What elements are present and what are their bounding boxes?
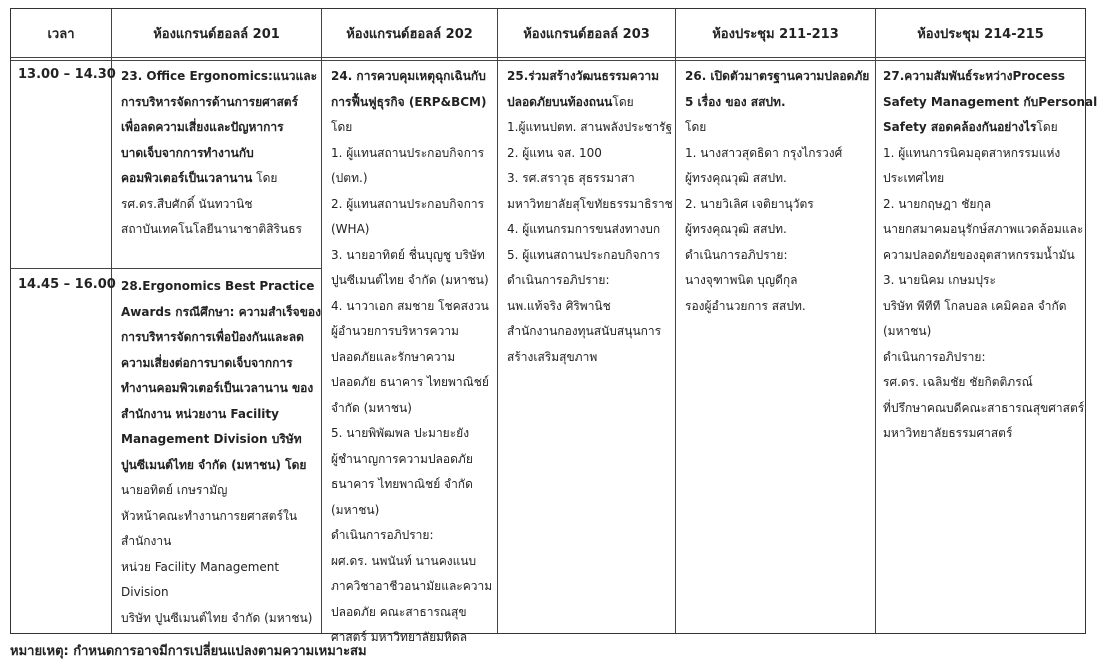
speaker-line: บริษัท พีทีที โกลบอล เคมิคอล จำกัด <box>883 298 1067 313</box>
column-divider <box>111 9 112 633</box>
speaker-line: ผู้อำนวยการบริหารความ <box>331 324 459 338</box>
session-title-line: บาดเจ็บจากการทำงานกับ <box>121 145 254 160</box>
session-title-line: Awards กรณีศึกษา: ความสำเร็จของ <box>121 304 321 319</box>
speaker-line: 1.ผู้แทนปตท. สานพลังประชารัฐ <box>507 120 673 134</box>
session-26 <box>685 64 869 319</box>
column-divider <box>497 9 498 633</box>
speaker-line: 5. ผู้แทนสถานประกอบกิจการ <box>507 247 661 262</box>
speaker-line: ปลอดภัยและรักษาความ <box>331 349 456 364</box>
speaker-line: รองผู้อำนวยการ สสปท. <box>685 298 806 313</box>
speaker-line: มหาวิทยาลัยสุโขทัยธรรมาธิราช <box>507 196 673 211</box>
column-divider <box>875 9 876 633</box>
header-room-214-215: ห้องประชุม 214-215 <box>917 26 1044 42</box>
speaker-line: 1. ผู้แทนการนิคมอุตสาหกรรมแห่ง <box>883 145 1061 160</box>
speaker-line: มหาวิทยาลัยธรรมศาสตร์ <box>883 426 1013 440</box>
header-divider <box>11 57 1085 58</box>
speaker-line: สำนักงาน <box>121 534 172 548</box>
speaker-line: ผู้ชำนาญการความปลอดภัย <box>331 451 473 466</box>
speaker-line: 3. นายอาทิตย์ ชื่นบุญชู บริษัท <box>331 247 485 262</box>
speaker-line: ศาสตร์ มหาวิทยาลัยมหิดล <box>331 630 468 644</box>
session-title-line: 23. Office Ergonomics:แนวและ <box>121 69 318 83</box>
session-title-line: การบริหารจัดการเพื่อป้องกันและลด <box>121 330 304 344</box>
column-divider <box>675 9 676 633</box>
speaker-line: ผู้ทรงคุณวุฒิ สสปท. <box>685 171 787 185</box>
speaker-line: สำนักงานกองทุนสนับสนุนการ <box>507 324 662 338</box>
header-room-203: ห้องแกรนด์ฮอลล์ 203 <box>523 26 650 42</box>
session-title-line: ความเสี่ยงต่อการบาดเจ็บจากการ <box>121 355 293 370</box>
session-title-line: ปูนซีเมนต์ไทย จำกัด (มหาชน) โดย <box>121 457 307 472</box>
speaker-line: 2. ผู้แทนสถานประกอบกิจการ <box>331 196 485 211</box>
speaker-line: 4. นาวาเอก สมชาย โชคสงวน <box>331 298 489 313</box>
speaker-line: หัวหน้าคณะทำงานการยศาสตร์ใน <box>121 508 298 523</box>
speaker-line: 2. นายวิเลิศ เจติยานุวัตร <box>685 196 814 211</box>
session-title-line: Safety Management กับPersonal <box>883 94 1098 109</box>
speaker-line: ปูนซีเมนต์ไทย จำกัด (มหาชน) <box>331 273 489 287</box>
speaker-line: (WHA) <box>331 222 370 236</box>
session-title-line: Management Division บริษัท <box>121 432 302 446</box>
session-title-line: การฟื้นฟูธุรกิจ (ERP&BCM) <box>331 94 487 109</box>
speaker-line: ดำเนินการอภิปราย: <box>331 528 434 542</box>
session-25 <box>507 64 673 370</box>
header-room-211-213: ห้องประชุม 211-213 <box>712 26 839 42</box>
speaker-line: (มหาชน) <box>883 324 932 338</box>
speaker-line: ที่ปรึกษาคณบดีคณะสาธารณสุขศาสตร์ <box>883 400 1085 415</box>
speaker-line: นพ.แท้จริง ศิริพานิช <box>507 298 611 313</box>
session-title-line: 24. การควบคุมเหตุฉุกเฉินกับ <box>331 69 486 83</box>
speaker-line: 4. ผู้แทนกรมการขนส่งทางบก <box>507 222 661 236</box>
speaker-line: 3. นายนิคม เกษมปุระ <box>883 273 996 287</box>
speaker-line: 5. นายพิพัฒพล ปะมายะยัง <box>331 426 470 440</box>
speaker-line: ดำเนินการอภิปราย: <box>883 349 986 364</box>
session-title-line: สำนักงาน หน่วยงาน Facility <box>121 406 279 421</box>
header-room-202: ห้องแกรนด์ฮอลล์ 202 <box>346 26 473 42</box>
time-slot-1: 13.00 – 14.30 <box>18 67 116 82</box>
speaker-line: นายอทิตย์ เกษรามัญ <box>121 483 228 497</box>
speaker-line: ผู้ทรงคุณวุฒิ สสปท. <box>685 222 787 236</box>
schedule-table <box>10 8 1098 644</box>
speaker-line: นางจุฑาพนิต บุญดีกุล <box>685 273 798 287</box>
time-slot-2: 14.45 – 16.00 <box>18 277 116 292</box>
session-23 <box>121 64 317 243</box>
speaker-line: สถาบันเทคโนโลยีนานาชาติสิรินธร <box>121 222 302 236</box>
speaker-line: รศ.ดร. เฉลิมชัย ชัยกิตติภรณ์ <box>883 375 1033 389</box>
header-room-201: ห้องแกรนด์ฮอลล์ 201 <box>153 26 280 42</box>
speaker-line: 3. รศ.สราวุธ สุธรรมาสา <box>507 171 635 185</box>
speaker-line: 2. นายกฤษฎา ชัยกุล <box>883 196 992 211</box>
speaker-line: ความปลอดภัยของอุตสาหกรรมน้ำมัน <box>883 247 1075 262</box>
column-divider <box>321 9 322 633</box>
session-title-line: 26. เปิดตัวมาตรฐานความปลอดภัย <box>685 69 870 83</box>
session-28 <box>121 274 321 631</box>
header-time: เวลา <box>47 26 75 42</box>
header-divider <box>11 60 1085 61</box>
speaker-line: ดำเนินการอภิปราย: <box>507 273 610 287</box>
speaker-line: ดำเนินการอภิปราย: <box>685 247 788 262</box>
slot-divider <box>11 268 321 269</box>
speaker-line: ภาควิชาอาชีวอนามัยและความ <box>331 579 493 593</box>
speaker-line: นายกสมาคมอนุรักษ์สภาพแวดล้อมและ <box>883 222 1084 236</box>
session-title-line: 25.ร่วมสร้างวัฒนธรรมความ <box>507 69 660 83</box>
footnote: หมายเหตุ: กำหนดการอาจมีการเปลี่ยนแปลงตามความเหมาะสม <box>10 644 367 659</box>
session-title-line: 5 เรื่อง ของ สสปท. <box>685 94 786 109</box>
speaker-line: รศ.ดร.สืบศักดิ์ นันทวานิช <box>121 196 253 211</box>
session-title-line: คอมพิวเตอร์เป็นเวลานาน โดย <box>121 171 278 185</box>
speaker-line: 2. ผู้แทน จส. 100 <box>507 145 602 160</box>
session-title-line: Safety สอดคล้องกันอย่างไรโดย <box>883 120 1058 134</box>
speaker-line: Division <box>121 585 169 599</box>
session-27 <box>883 64 1097 447</box>
speaker-line: หน่วย Facility Management <box>121 559 280 574</box>
speaker-line: 1. นางสาวสุดธิดา กรุงไกรวงศ์ <box>685 145 843 160</box>
speaker-line: โดย <box>331 120 353 134</box>
session-title-line: 27.ความสัมพันธ์ระหว่างProcess <box>883 69 1065 83</box>
session-title-line: การบริหารจัดการด้านการยศาสตร์ <box>121 94 299 109</box>
speaker-line: (ปตท.) <box>331 171 368 185</box>
speaker-line: จำกัด (มหาชน) <box>331 400 412 415</box>
speaker-line: ปลอดภัย ธนาคาร ไทยพาณิชย์ <box>331 375 489 389</box>
session-title-line: 28.Ergonomics Best Practice <box>121 279 315 293</box>
speaker-line: 1. ผู้แทนสถานประกอบกิจการ <box>331 145 485 160</box>
session-title-line: ปลอดภัยบนท้องถนนโดย <box>507 94 634 109</box>
speaker-line: บริษัท ปูนซีเมนต์ไทย จำกัด (มหาชน) <box>121 610 313 625</box>
session-title-line: ทำงานคอมพิวเตอร์เป็นเวลานาน ของ <box>121 381 314 395</box>
speaker-line: ประเทศไทย <box>883 171 945 185</box>
session-title-line: เพื่อลดความเสี่ยงและปัญหาการ <box>121 120 284 134</box>
speaker-line: ปลอดภัย คณะสาธารณสุข <box>331 604 467 619</box>
speaker-line: โดย <box>685 120 707 134</box>
session-24 <box>331 64 492 651</box>
speaker-line: สร้างเสริมสุขภาพ <box>507 349 598 364</box>
speaker-line: ธนาคาร ไทยพาณิชย์ จำกัด <box>331 477 473 491</box>
speaker-line: ผศ.ดร. นพนันท์ นานคงแนบ <box>331 553 477 568</box>
speaker-line: (มหาชน) <box>331 502 380 517</box>
